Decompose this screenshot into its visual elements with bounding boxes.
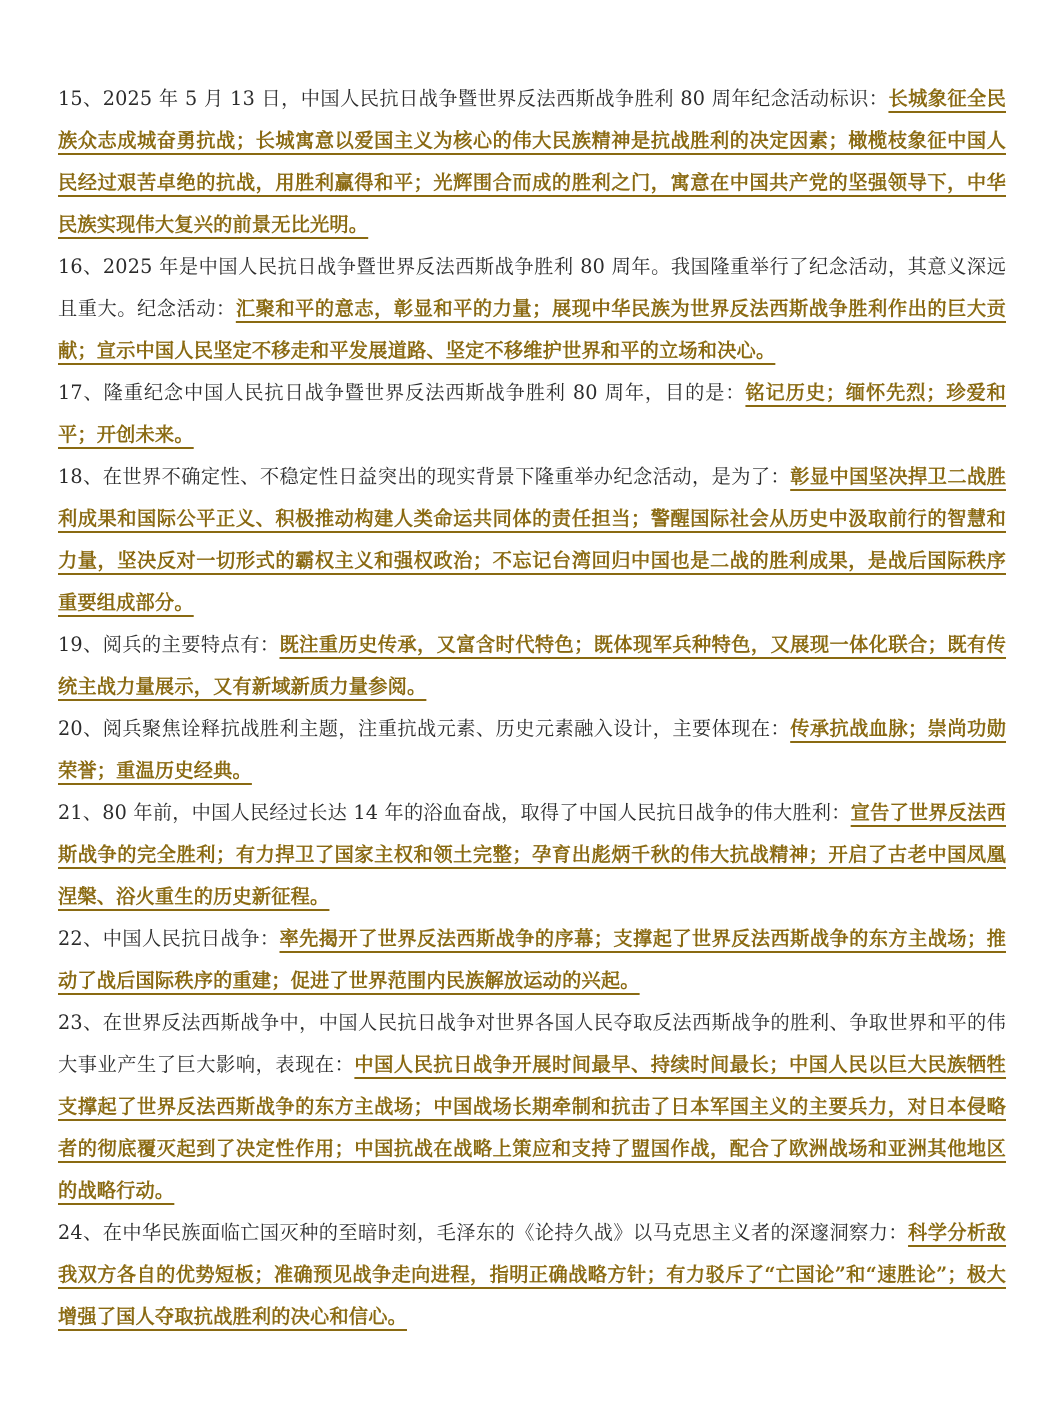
answer-text: 长城象征全民族众志成城奋勇抗战；长城寓意以爱国主义为核心的伟大民族精神是抗战胜利的决定因素；橄榄枝象征中国人民经过艰苦卓绝的抗战，用胜利赢得和平；光辉围合而成的胜利之门，寓意在中国共产党的坚强领导下，中华民族实现伟大复兴的前景无比光明。 (58, 87, 1006, 236)
qa-item-21 (58, 792, 1006, 918)
qa-item-16 (58, 246, 1006, 372)
question-text: 18、在世界不确定性、不稳定性日益突出的现实背景下隆重举办纪念活动，是为了： (58, 465, 791, 488)
question-text: 20、阅兵聚焦诠释抗战胜利主题，注重抗战元素、历史元素融入设计，主要体现在： (58, 717, 791, 740)
qa-item-23 (58, 1002, 1006, 1212)
question-text: 21、80 年前，中国人民经过长达 14 年的浴血奋战，取得了中国人民抗日战争的伟大胜利： (58, 801, 851, 824)
question-text: 16、2025 年是中国人民抗日战争暨世界反法西斯战争胜利 80 周年。我国隆重举行了纪念活动，其意义深远且重大。纪念活动： (58, 255, 1006, 320)
question-text: 19、阅兵的主要特点有： (58, 633, 280, 656)
qa-item-24 (58, 1212, 1006, 1338)
qa-item-22 (58, 918, 1006, 1002)
answer-text: 科学分析敌我双方各自的优势短板；准确预见战争走向进程，指明正确战略方针；有力驳斥了“亡国论”和“速胜论”；极大增强了国人夺取抗战胜利的决心和信心。 (58, 1221, 1007, 1328)
question-text: 22、中国人民抗日战争： (58, 927, 280, 950)
qa-item-19 (58, 624, 1006, 708)
answer-text: 宣告了世界反法西斯战争的完全胜利；有力捍卫了国家主权和领土完整；孕育出彪炳千秋的伟大抗战精神；开启了古老中国凤凰涅槃、浴火重生的历史新征程。 (58, 801, 1006, 908)
qa-item-15 (58, 78, 1006, 246)
qa-item-18 (58, 456, 1006, 624)
answer-text: 既注重历史传承，又富含时代特色；既体现军兵种特色，又展现一体化联合；既有传统主战力量展示，又有新域新质力量参阅。 (58, 633, 1006, 698)
question-text: 15、2025 年 5 月 13 日，中国人民抗日战争暨世界反法西斯战争胜利 80 周年纪念活动标识： (58, 87, 889, 110)
question-text: 17、隆重纪念中国人民抗日战争暨世界反法西斯战争胜利 80 周年，目的是： (58, 381, 746, 404)
question-text: 24、在中华民族面临亡国灭种的至暗时刻，毛泽东的《论持久战》以马克思主义者的深邃洞察力： (58, 1221, 909, 1244)
answer-text: 汇聚和平的意志，彰显和平的力量；展现中华民族为世界反法西斯战争胜利作出的巨大贡献；宣示中国人民坚定不移走和平发展道路、坚定不移维护世界和平的立场和决心。 (58, 297, 1006, 362)
answer-text: 彰显中国坚决捍卫二战胜利成果和国际公平正义、积极推动构建人类命运共同体的责任担当；警醒国际社会从历史中汲取前行的智慧和力量，坚决反对一切形式的霸权主义和强权政治；不忘记台湾回归中国也是二战的胜利成果，是战后国际秩序重要组成部分。 (58, 465, 1006, 614)
qa-item-17 (58, 372, 1006, 456)
answer-text: 中国人民抗日战争开展时间最早、持续时间最长；中国人民以巨大民族牺牲支撑起了世界反法西斯战争的东方主战场；中国战场长期牵制和抗击了日本军国主义的主要兵力，对日本侵略者的彻底覆灭起到了决定性作用；中国抗战在战略上策应和支持了盟国作战，配合了欧洲战场和亚洲其他地区的战略行动。 (58, 1053, 1007, 1202)
answer-text: 传承抗战血脉；崇尚功勋荣誉；重温历史经典。 (58, 717, 1006, 782)
answer-text: 率先揭开了世界反法西斯战争的序幕；支撑起了世界反法西斯战争的东方主战场；推动了战后国际秩序的重建；促进了世界范围内民族解放运动的兴起。 (58, 927, 1006, 992)
qa-item-20 (58, 708, 1006, 792)
question-text: 23、在世界反法西斯战争中，中国人民抗日战争对世界各国人民夺取反法西斯战争的胜利、争取世界和平的伟大事业产生了巨大影响，表现在： (58, 1011, 1006, 1076)
answer-text: 铭记历史；缅怀先烈；珍爱和平；开创未来。 (58, 381, 1006, 446)
